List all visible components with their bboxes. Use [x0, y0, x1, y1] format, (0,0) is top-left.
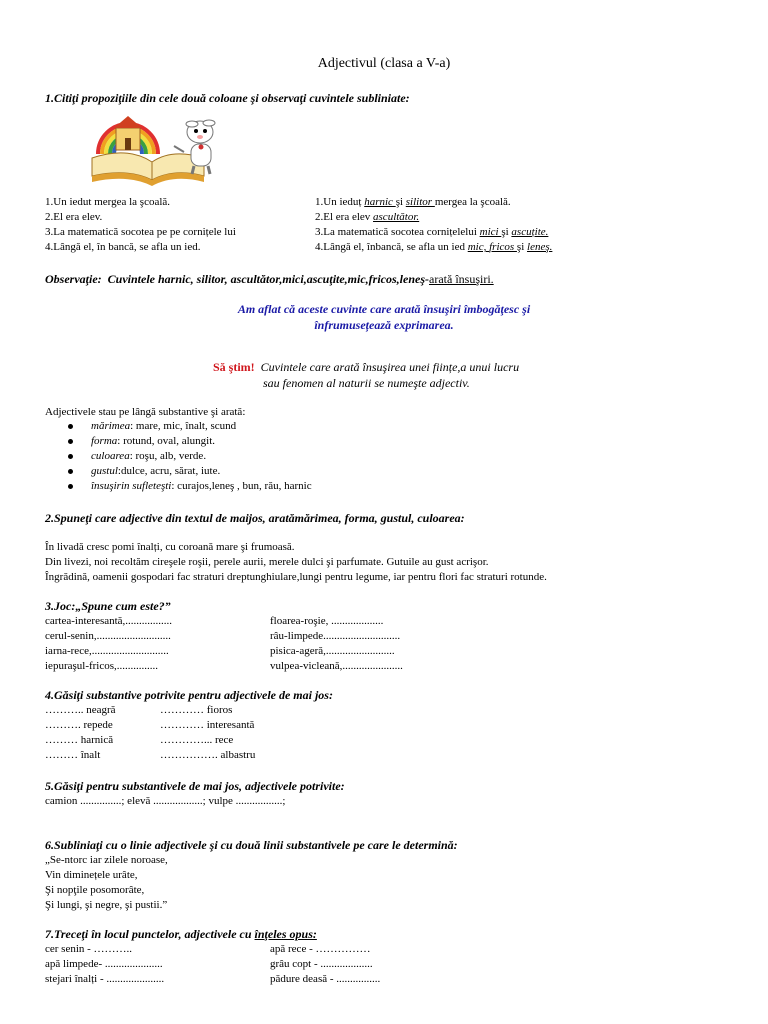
page-title: Adjectivul (clasa a V-a) — [317, 56, 451, 71]
illustration-book-goat — [88, 106, 228, 186]
list-item: forma: rotund, oval, alungit. — [68, 434, 312, 449]
ex1-right-line: 2.El era elev ascultător. — [315, 211, 420, 223]
ex1-right-line: 3.La matematică socotea cornițelelui mici şi ascuțite. — [315, 226, 549, 238]
ex1-left-line: 3.La matematică socotea pe pe cornițele lui — [45, 226, 236, 238]
adjective-categories-list — [68, 419, 312, 494]
list-item: însuşirin sufleteşti: curajos,leneş , bun, rău, harnic — [68, 479, 312, 494]
ex1-left-column — [45, 195, 236, 255]
ex1-heading: 1.Citiţi propoziţiile din cele două coloane şi observaţi cuvintele subliniate: — [45, 91, 410, 105]
ex3-heading: 3.Joc:„Spune cum este?” — [45, 599, 171, 613]
ex6-heading: 6.Subliniaţi cu o linie adjectivele şi cu două linii substantivele pe care le determină: — [45, 838, 458, 852]
ex1-right-line: 4.Lângă el, înbancă, se afla un ied mic, fricos şi leneş. — [315, 241, 553, 253]
ex7-left-column: cer senin - ……….. apă limpede- ..................... stejari înalți - ..................... — [45, 943, 165, 985]
ex6-poem: „Se-ntorc iar zilele noroase, Vin diminețele urâte, Şi nopţile posomorâte, Şi lungi, şi negre, şi pustii.” — [45, 854, 168, 911]
ex1-left-line: 1.Un iedut mergea la şcoală. — [45, 196, 171, 208]
sa-stim-note: Să ştim! Cuvintele care arată însuşirea unei ființe,a unui lucru sau fenomen al naturii se numeşte adjectiv. — [213, 360, 520, 390]
ex5-line: camion ...............; elevă ..................; vulpe .................; — [45, 795, 286, 807]
am-aflat-note: Am aflat că aceste cuvinte care arată însuşiri îmbogăţesc şi înfrumusețează exprimarea. — [237, 302, 531, 332]
ex1-left-line: 2.El era elev. — [45, 211, 103, 223]
ex1-right-line: 1.Un ieduț harnic şi silitor mergea la şcoală. — [315, 196, 511, 208]
list-item: culoarea: roşu, alb, verde. — [68, 449, 312, 464]
ex1-left-line: 4.Lângă el, în bancă, se afla un ied. — [45, 241, 201, 253]
observatie: Observaţie: Cuvintele harnic, silitor, ascultător,mici,ascuţite,mic,fricos,leneş-arată însuşiri. — [45, 272, 494, 286]
ex7-right-column: apă rece - …………… grâu copt - ................... pădure deasă - ................ — [270, 943, 381, 985]
ex2-text: În livadă cresc pomi înalți, cu coroană mare şi frumoasă. Din livezi, noi recoltăm cireşele roşii, perele aurii, merele dulci şi parfumate. Gutuile au gust acrişor. Îngrădină, oamenii gospodari fac straturi dreptunghiulare,lungi pentru legume, iar pentru flori fac straturi rotunde. — [45, 541, 547, 583]
ex1-right-column — [315, 195, 552, 255]
ex5-heading: 5.Găsiţi pentru substantivele de mai jos, adjectivele potrivite: — [45, 779, 345, 793]
ex2-heading: 2.Spuneţi care adjective din textul de maijos, aratămărimea, forma, gustul, culoarea: — [45, 511, 465, 525]
ex4-left-column: ……….. neagră ………. repede ……… harnică ……… înalt — [45, 704, 116, 761]
list-item: mărimea: mare, mic, înalt, scund — [68, 419, 312, 434]
ex7-heading: 7.Treceţi în locul punctelor, adjectivele cu înţeles opus: — [45, 927, 317, 941]
ex3-right-column: floarea-roşie, ................... râu-limpede............................ pisica-ageră,......................... vulpea-vicleană,...................... — [270, 615, 403, 672]
adjectivele-intro: Adjectivele stau pe lângă substantive şi arată: — [45, 406, 246, 418]
ex4-right-column: ………… fioros ………… interesantă …………... rece ……………. albastru — [160, 704, 256, 761]
ex3-left-column: cartea-interesantă,................. cerul-senin,........................... iarna-rece,............................ iepuraşul-fricos,............... — [45, 615, 173, 672]
list-item: gustul:dulce, acru, sărat, iute. — [68, 464, 312, 479]
ex4-heading: 4.Găsiţi substantive potrivite pentru adjectivele de mai jos: — [45, 688, 333, 702]
